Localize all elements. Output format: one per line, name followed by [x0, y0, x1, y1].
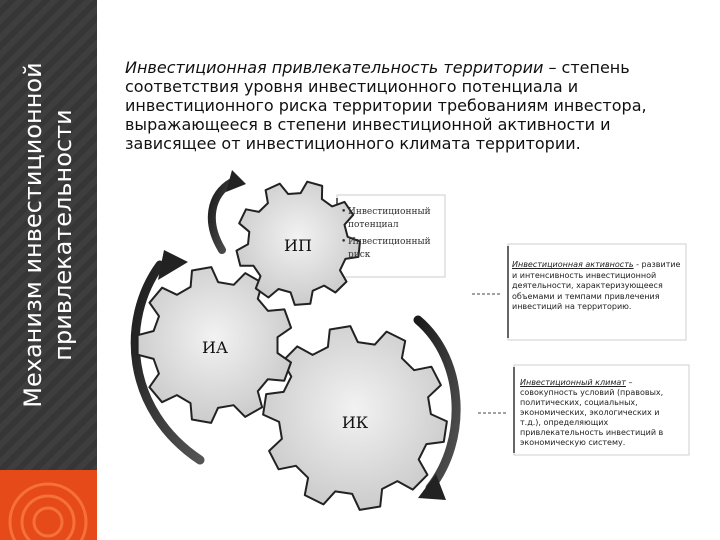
arrow-ip-ia: [212, 182, 232, 250]
callout-ip-bullet2: •: [341, 237, 347, 247]
arrow-ia-ik-head: [158, 250, 188, 280]
arrow-ip-ia-head: [226, 170, 246, 192]
sidebar-title-line2: привлекательности: [49, 109, 77, 361]
gear-ip-label: ИП: [284, 236, 312, 255]
callout-ia-description: - развитие и интенсивность инвестиционной деятельности, характеризующееся объемами и темпами привлечения инвестиций на территорию.: [512, 260, 681, 311]
callout-ip-item1-line1: Инвестиционный: [348, 207, 431, 217]
definition-text-rest: соответствия уровня инвестиционного потенциала и инвестиционного риска территории требованиям инвестора, выражающееся в степени инвестиционной активности и зависящее от инвестиционного климата территории.: [125, 77, 647, 153]
callout-ia-text: [512, 260, 682, 313]
callout-ik-text: [520, 378, 680, 448]
callout-ik-description: – совокупность условий (правовых, политических, социальных, экономических, экологических и т.д.), определяющих привлекательность инвестиций в экономическую систему.: [520, 378, 664, 447]
sidebar-title-line1: Механизм инвестиционной: [19, 62, 47, 408]
gear-ia-label: ИА: [201, 338, 229, 357]
callout-ip-item1-line2: потенциал: [348, 220, 399, 230]
callout-ip-item2-line2: риск: [348, 250, 371, 260]
definition-dash: –: [543, 58, 562, 77]
callout-ip-item2-line1: Инвестиционный: [348, 237, 431, 247]
callout-ip-bullet1: •: [341, 207, 347, 217]
definition-text-first: степень: [561, 58, 630, 77]
callout-ia-term: Инвестиционная активность: [512, 260, 634, 269]
gear-ik-label: ИК: [341, 413, 369, 432]
definition-term: Инвестиционная привлекательность территории: [125, 58, 544, 77]
callout-ik-term: Инвестиционный климат: [520, 378, 626, 387]
